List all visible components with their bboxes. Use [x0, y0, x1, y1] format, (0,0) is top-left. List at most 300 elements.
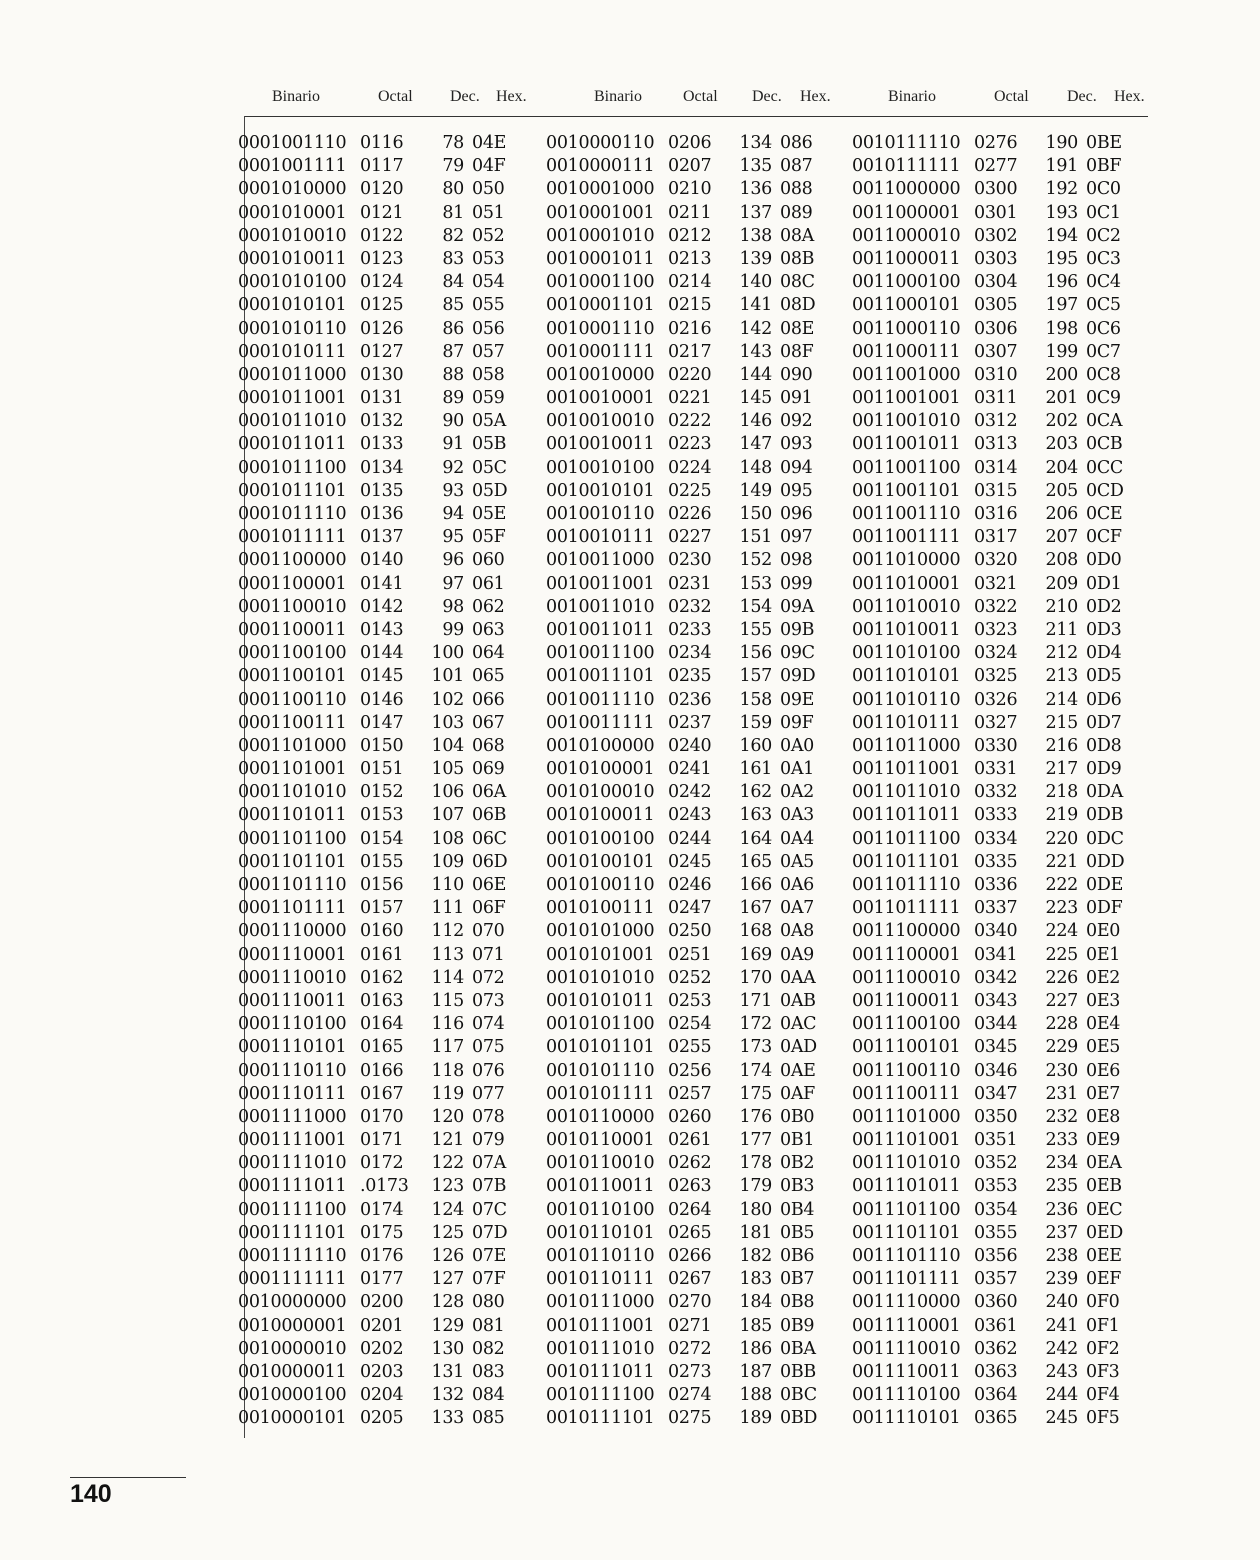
- decimal-cell: 190: [1045, 133, 1078, 153]
- table-row: [852, 804, 1130, 827]
- octal-cell: 0163: [360, 990, 404, 1011]
- octal-cell: 0262: [668, 1153, 712, 1174]
- octal-cell: 0222: [668, 411, 712, 432]
- binary-cell: 0010110100: [546, 1199, 655, 1220]
- binary-cell: 0010001100: [546, 272, 655, 293]
- table-row: [852, 944, 1130, 967]
- decimal-cell: 98: [442, 596, 464, 617]
- table-row: [852, 897, 1130, 920]
- hex-cell: 0C0: [1086, 179, 1121, 200]
- table-row: [546, 1106, 824, 1129]
- hex-cell: 0C9: [1086, 388, 1121, 409]
- decimal-cell: 197: [1045, 295, 1078, 316]
- hex-cell: 05E: [472, 504, 507, 524]
- hex-cell: 09C: [780, 643, 815, 664]
- decimal-cell: 157: [739, 666, 772, 687]
- octal-cell: 0320: [974, 550, 1018, 571]
- octal-cell: 0364: [974, 1385, 1018, 1406]
- table-row: [852, 828, 1130, 851]
- decimal-cell: 163: [739, 805, 772, 826]
- binary-cell: 0001010010: [238, 225, 347, 246]
- octal-cell: 0236: [668, 689, 712, 710]
- table-row: [852, 248, 1130, 271]
- table-row: [852, 642, 1130, 665]
- octal-cell: 0311: [974, 388, 1018, 409]
- octal-cell: 0336: [974, 875, 1018, 895]
- table-row: [238, 1129, 516, 1152]
- table-row: [546, 526, 824, 549]
- decimal-cell: 224: [1045, 921, 1078, 942]
- hex-cell: 0EF: [1086, 1269, 1122, 1290]
- binary-cell: 0011001001: [852, 388, 961, 409]
- decimal-cell: 218: [1045, 782, 1078, 803]
- decimal-cell: 239: [1045, 1269, 1078, 1290]
- hex-cell: 0F2: [1086, 1338, 1120, 1359]
- hex-cell: 056: [472, 318, 505, 339]
- binary-cell: 0011000100: [852, 272, 961, 293]
- hex-cell: 0DA: [1086, 782, 1123, 803]
- table-row: [852, 619, 1130, 642]
- hex-cell: 0E7: [1086, 1083, 1121, 1104]
- binary-cell: 0010110000: [546, 1106, 655, 1127]
- octal-cell: 0251: [668, 944, 712, 965]
- hex-cell: 09E: [780, 689, 815, 710]
- decimal-cell: 207: [1045, 527, 1078, 548]
- hex-cell: 08C: [780, 272, 815, 293]
- octal-cell: 0351: [974, 1130, 1018, 1151]
- octal-cell: 0334: [974, 828, 1018, 849]
- hex-cell: 068: [472, 735, 505, 756]
- decimal-cell: 215: [1045, 712, 1078, 733]
- octal-cell: 0224: [668, 457, 712, 478]
- binary-cell: 0010100101: [546, 851, 655, 872]
- binary-cell: 0010011001: [546, 573, 655, 594]
- decimal-cell: 87: [442, 341, 464, 362]
- octal-cell: 0244: [668, 828, 712, 849]
- decimal-cell: 232: [1045, 1106, 1078, 1127]
- decimal-cell: 194: [1045, 225, 1078, 246]
- table-row: [238, 549, 516, 572]
- hex-cell: 0D4: [1086, 643, 1122, 664]
- octal-cell: 0332: [974, 782, 1018, 803]
- binary-cell: 0001010110: [238, 318, 347, 339]
- octal-cell: 0164: [360, 1014, 404, 1035]
- hex-cell: 086: [780, 133, 813, 153]
- hex-cell: 071: [472, 944, 505, 965]
- octal-cell: 0267: [668, 1269, 712, 1290]
- table-row: [238, 1268, 516, 1291]
- binary-cell: 0010100011: [546, 805, 655, 826]
- table-row: [546, 851, 824, 874]
- decimal-cell: 116: [431, 1014, 464, 1035]
- hex-cell: 07C: [472, 1199, 507, 1220]
- decimal-cell: 91: [442, 434, 464, 455]
- hex-cell: 0AC: [780, 1014, 817, 1035]
- binary-cell: 0011000101: [852, 295, 961, 316]
- decimal-cell: 204: [1045, 457, 1078, 478]
- hex-cell: 0C2: [1086, 225, 1121, 246]
- table-row: [546, 944, 824, 967]
- decimal-cell: 184: [739, 1292, 772, 1313]
- decimal-cell: 154: [739, 596, 772, 617]
- table-row: [546, 364, 824, 387]
- binary-cell: 0010111010: [546, 1338, 655, 1359]
- decimal-cell: 140: [739, 272, 772, 293]
- table-row: [852, 1268, 1130, 1291]
- decimal-cell: 185: [739, 1315, 772, 1336]
- decimal-cell: 123: [431, 1176, 464, 1197]
- decimal-cell: 135: [739, 156, 772, 177]
- hex-cell: 084: [472, 1385, 505, 1406]
- octal-cell: 0255: [668, 1037, 712, 1058]
- table-row: [546, 1384, 824, 1407]
- table-row: [546, 1338, 824, 1361]
- table-row: [238, 1407, 516, 1430]
- decimal-cell: 156: [739, 643, 772, 664]
- table-row: [546, 457, 824, 480]
- table-row: [852, 1291, 1130, 1314]
- header-hex-1: Hex.: [496, 88, 527, 105]
- octal-cell: 0123: [360, 248, 404, 269]
- decimal-cell: 182: [739, 1246, 772, 1266]
- octal-cell: 0166: [360, 1060, 404, 1081]
- decimal-cell: 92: [442, 457, 464, 478]
- decimal-cell: 117: [431, 1037, 464, 1058]
- decimal-cell: 202: [1045, 411, 1078, 432]
- table-row: [852, 155, 1130, 178]
- table-row: [238, 1315, 516, 1338]
- binary-cell: 0011110101: [852, 1408, 961, 1429]
- binary-cell: 0001011001: [238, 388, 347, 409]
- hex-cell: 092: [780, 411, 813, 432]
- hex-cell: 099: [780, 573, 813, 594]
- table-row: [546, 1291, 824, 1314]
- octal-cell: 0250: [668, 921, 712, 942]
- decimal-cell: 143: [739, 341, 772, 362]
- table-row: [852, 341, 1130, 364]
- octal-cell: 0136: [360, 504, 404, 524]
- header-octal-3: Octal: [994, 88, 1029, 105]
- decimal-cell: 229: [1045, 1037, 1078, 1058]
- binary-cell: 0011000110: [852, 318, 961, 339]
- decimal-cell: 167: [739, 898, 772, 919]
- decimal-cell: 211: [1045, 619, 1078, 640]
- octal-cell: 0302: [974, 225, 1018, 246]
- table-row: [238, 1291, 516, 1314]
- hex-cell: 082: [472, 1338, 505, 1359]
- binary-cell: 0011011111: [852, 898, 961, 919]
- octal-cell: 0126: [360, 318, 404, 339]
- hex-cell: 0BD: [780, 1408, 818, 1429]
- hex-cell: 0C4: [1086, 272, 1121, 293]
- hex-cell: 0E9: [1086, 1130, 1121, 1151]
- octal-cell: 0245: [668, 851, 712, 872]
- hex-cell: 0CF: [1086, 527, 1122, 548]
- octal-cell: 0174: [360, 1199, 404, 1220]
- binary-cell: 0011000011: [852, 248, 961, 269]
- binary-cell: 0010111001: [546, 1315, 655, 1336]
- octal-cell: 0300: [974, 179, 1018, 200]
- hex-cell: 0D6: [1086, 689, 1122, 710]
- table-header: [234, 84, 1152, 112]
- octal-cell: 0117: [360, 156, 404, 177]
- table-row: [852, 132, 1130, 155]
- table-row: [852, 851, 1130, 874]
- header-octal-1: Octal: [378, 88, 413, 105]
- octal-cell: 0124: [360, 272, 404, 293]
- binary-cell: 0010100000: [546, 735, 655, 756]
- binary-cell: 0010001101: [546, 295, 655, 316]
- header-binary-1: Binario: [272, 88, 320, 105]
- table-row: [238, 967, 516, 990]
- decimal-cell: 238: [1045, 1246, 1078, 1266]
- hex-cell: 07B: [472, 1176, 507, 1197]
- binary-cell: 0001111100: [238, 1199, 347, 1220]
- decimal-cell: 230: [1045, 1060, 1078, 1081]
- binary-cell: 0011010111: [852, 712, 961, 733]
- hex-cell: 081: [472, 1315, 505, 1336]
- hex-cell: 0AD: [780, 1037, 817, 1058]
- binary-cell: 0001101001: [238, 759, 347, 780]
- decimal-cell: 134: [739, 133, 772, 153]
- binary-cell: 0010100111: [546, 898, 655, 919]
- binary-cell: 0001100011: [238, 619, 347, 640]
- octal-cell: 0303: [974, 248, 1018, 269]
- hex-cell: 0E6: [1086, 1060, 1121, 1081]
- octal-cell: 0237: [668, 712, 712, 733]
- binary-cell: 0010011000: [546, 550, 655, 571]
- binary-cell: 0011010101: [852, 666, 961, 687]
- octal-cell: 0240: [668, 735, 712, 756]
- table-row: [852, 318, 1130, 341]
- decimal-cell: 78: [442, 133, 464, 153]
- table-row: [852, 735, 1130, 758]
- table-row: [546, 410, 824, 433]
- decimal-cell: 212: [1045, 643, 1078, 664]
- octal-cell: 0361: [974, 1315, 1018, 1336]
- table-row: [546, 155, 824, 178]
- decimal-cell: 162: [739, 782, 772, 803]
- binary-cell: 0001110101: [238, 1037, 347, 1058]
- hex-cell: 083: [472, 1361, 505, 1382]
- hex-cell: 0B1: [780, 1130, 815, 1151]
- decimal-cell: 132: [431, 1385, 464, 1406]
- binary-cell: 0011100101: [852, 1037, 961, 1058]
- binary-cell: 0011101111: [852, 1269, 961, 1290]
- binary-cell: 0011001010: [852, 411, 961, 432]
- table-row: [546, 1315, 824, 1338]
- binary-cell: 0011001111: [852, 527, 961, 548]
- hex-cell: 05B: [472, 434, 507, 455]
- binary-cell: 0010101010: [546, 967, 655, 988]
- decimal-cell: 133: [431, 1408, 464, 1429]
- table-row: [238, 433, 516, 456]
- table-row: [852, 549, 1130, 572]
- decimal-cell: 110: [431, 875, 464, 895]
- decimal-cell: 95: [442, 527, 464, 548]
- table-row: [238, 1152, 516, 1175]
- hex-cell: 080: [472, 1292, 505, 1313]
- octal-cell: 0271: [668, 1315, 712, 1336]
- hex-cell: 097: [780, 527, 813, 548]
- binary-cell: 0001101000: [238, 735, 347, 756]
- hex-cell: 053: [472, 248, 505, 269]
- decimal-cell: 160: [739, 735, 772, 756]
- decimal-cell: 121: [431, 1130, 464, 1151]
- octal-cell: 0310: [974, 364, 1018, 385]
- hex-cell: 09F: [780, 712, 814, 733]
- decimal-cell: 236: [1045, 1199, 1078, 1220]
- decimal-cell: 219: [1045, 805, 1078, 826]
- decimal-cell: 113: [431, 944, 464, 965]
- binary-cell: 0001101111: [238, 898, 347, 919]
- binary-cell: 0011010011: [852, 619, 961, 640]
- binary-cell: 0010010110: [546, 504, 655, 524]
- hex-cell: 0AF: [780, 1083, 816, 1104]
- hex-cell: 0BE: [1086, 133, 1122, 153]
- table-row: [238, 1060, 516, 1083]
- octal-cell: 0170: [360, 1106, 404, 1127]
- binary-cell: 0011100010: [852, 967, 961, 988]
- binary-cell: 0010110110: [546, 1246, 655, 1266]
- hex-cell: 0C3: [1086, 248, 1121, 269]
- octal-cell: 0127: [360, 341, 404, 362]
- octal-cell: 0277: [974, 156, 1018, 177]
- decimal-cell: 79: [442, 156, 464, 177]
- table-row: [546, 712, 824, 735]
- binary-cell: 0001111000: [238, 1106, 347, 1127]
- decimal-cell: 186: [739, 1338, 772, 1359]
- decimal-cell: 86: [442, 318, 464, 339]
- binary-cell: 0010000101: [238, 1408, 347, 1429]
- decimal-cell: 81: [442, 202, 464, 223]
- decimal-cell: 102: [431, 689, 464, 710]
- binary-cell: 0011110001: [852, 1315, 961, 1336]
- decimal-cell: 240: [1045, 1292, 1078, 1313]
- octal-cell: 0146: [360, 689, 404, 710]
- octal-cell: 0135: [360, 480, 404, 501]
- decimal-cell: 148: [739, 457, 772, 478]
- hex-cell: 093: [780, 434, 813, 455]
- octal-cell: 0134: [360, 457, 404, 478]
- binary-cell: 0010000010: [238, 1338, 347, 1359]
- binary-cell: 0001110111: [238, 1083, 347, 1104]
- hex-cell: 0C8: [1086, 364, 1121, 385]
- binary-cell: 0010001001: [546, 202, 655, 223]
- hex-cell: 0B4: [780, 1199, 815, 1220]
- table-row: [546, 990, 824, 1013]
- octal-cell: 0235: [668, 666, 712, 687]
- hex-cell: 0DE: [1086, 875, 1124, 895]
- decimal-cell: 112: [431, 921, 464, 942]
- decimal-cell: 193: [1045, 202, 1078, 223]
- octal-cell: 0340: [974, 921, 1018, 942]
- binary-cell: 0001110010: [238, 967, 347, 988]
- binary-cell: 0011101000: [852, 1106, 961, 1127]
- hex-cell: 075: [472, 1037, 505, 1058]
- table-row: [852, 294, 1130, 317]
- table-row: [238, 619, 516, 642]
- binary-cell: 0001011111: [238, 527, 347, 548]
- table-row: [852, 1036, 1130, 1059]
- decimal-cell: 169: [739, 944, 772, 965]
- table-row: [546, 1129, 824, 1152]
- hex-cell: 0A5: [780, 851, 815, 872]
- table-row: [238, 387, 516, 410]
- decimal-cell: 120: [431, 1106, 464, 1127]
- hex-cell: 0B5: [780, 1222, 815, 1243]
- octal-cell: 0216: [668, 318, 712, 339]
- hex-cell: 079: [472, 1130, 505, 1151]
- table-row: [546, 665, 824, 688]
- hex-cell: 04F: [472, 156, 506, 177]
- table-row: [852, 1315, 1130, 1338]
- decimal-cell: 164: [739, 828, 772, 849]
- decimal-cell: 101: [431, 666, 464, 687]
- table-row: [238, 897, 516, 920]
- binary-cell: 0001100010: [238, 596, 347, 617]
- table-row: [546, 758, 824, 781]
- binary-cell: 0010000001: [238, 1315, 347, 1336]
- table-row: [852, 1106, 1130, 1129]
- octal-cell: 0147: [360, 712, 404, 733]
- binary-cell: 0011010010: [852, 596, 961, 617]
- decimal-cell: 149: [739, 480, 772, 501]
- decimal-cell: 108: [431, 828, 464, 849]
- decimal-cell: 222: [1045, 875, 1078, 895]
- decimal-cell: 191: [1045, 156, 1078, 177]
- octal-cell: 0266: [668, 1246, 712, 1266]
- octal-cell: 0335: [974, 851, 1018, 872]
- octal-cell: 0305: [974, 295, 1018, 316]
- table-row: [238, 735, 516, 758]
- hex-cell: 05C: [472, 457, 507, 478]
- table-row: [546, 1013, 824, 1036]
- binary-cell: 0010010000: [546, 364, 655, 385]
- binary-cell: 0001111101: [238, 1222, 347, 1243]
- decimal-cell: 89: [442, 388, 464, 409]
- table-row: [546, 1222, 824, 1245]
- table-row: [852, 874, 1130, 897]
- octal-cell: 0344: [974, 1014, 1018, 1035]
- decimal-cell: 109: [431, 851, 464, 872]
- hex-cell: 05D: [472, 480, 508, 501]
- decimal-cell: 199: [1045, 341, 1078, 362]
- table-row: [238, 132, 516, 155]
- hex-cell: 08F: [780, 341, 814, 362]
- octal-cell: 0323: [974, 619, 1018, 640]
- decimal-cell: 111: [431, 898, 464, 919]
- hex-cell: 090: [780, 364, 813, 385]
- octal-cell: 0234: [668, 643, 712, 664]
- binary-cell: 0010110011: [546, 1176, 655, 1197]
- table-row: [238, 851, 516, 874]
- octal-cell: 0227: [668, 527, 712, 548]
- octal-cell: 0343: [974, 990, 1018, 1011]
- hex-cell: 07D: [472, 1222, 508, 1243]
- decimal-cell: 152: [739, 550, 772, 571]
- hex-cell: 0DB: [1086, 805, 1124, 826]
- table-row: [238, 526, 516, 549]
- table-row: [546, 804, 824, 827]
- decimal-cell: 179: [739, 1176, 772, 1197]
- decimal-cell: 235: [1045, 1176, 1078, 1197]
- octal-cell: 0176: [360, 1246, 404, 1266]
- octal-cell: 0172: [360, 1153, 404, 1174]
- table-row: [852, 1245, 1130, 1268]
- octal-cell: 0226: [668, 504, 712, 524]
- header-binary-2: Binario: [594, 88, 642, 105]
